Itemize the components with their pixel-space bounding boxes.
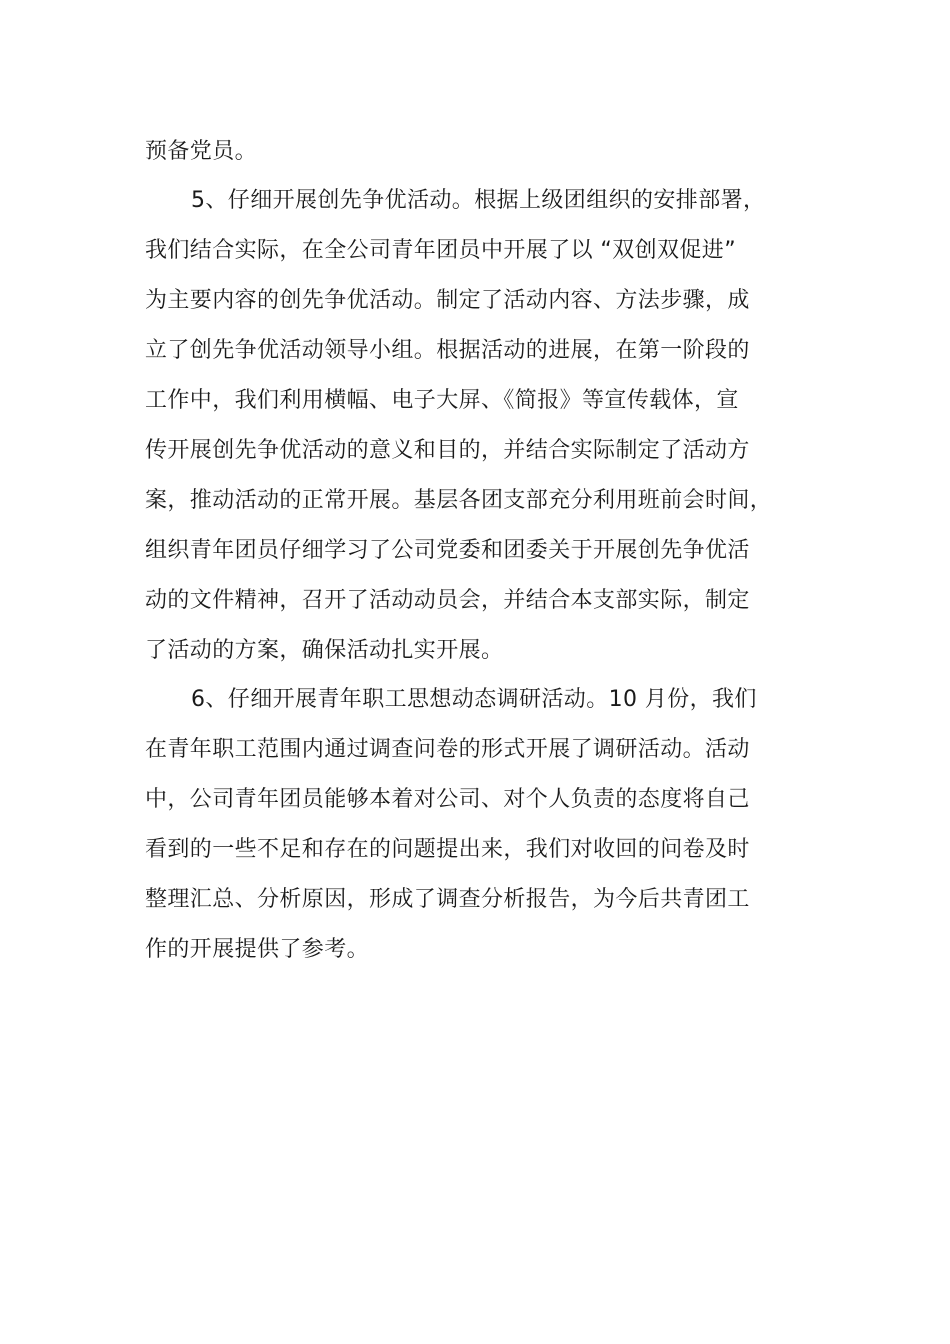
text-line: 看到的一些不足和存在的问题提出来，我们对收回的问卷及时 (145, 837, 750, 862)
text-line: 整理汇总、分析原因，形成了调查分析报告，为今后共青团工 (145, 887, 750, 912)
text-line: 我们结合实际，在全公司青年团员中开展了以 “双创双促进” (145, 238, 736, 263)
paragraph-6-first-line: 6、仔细开展青年职工思想动态调研活动。10 月份，我们 (191, 687, 757, 712)
text-line: 作的开展提供了参考。 (145, 937, 370, 962)
text-line: 中，公司青年团员能够本着对公司、对个人负责的态度将自己 (145, 787, 750, 812)
text-line: 案，推动活动的正常开展。基层各团支部充分利用班前会时间， (145, 488, 773, 513)
text-line: 立了创先争优活动领导小组。根据活动的进展，在第一阶段的 (145, 338, 750, 363)
text-line: 传开展创先争优活动的意义和目的，并结合实际制定了活动方 (145, 438, 750, 463)
text-line: 动的文件精神，召开了活动动员会，并结合本支部实际，制定 (145, 588, 750, 613)
paragraph-5-first-line: 5、仔细开展创先争优活动。根据上级团组织的安排部署， (191, 188, 766, 213)
text-line: 工作中，我们利用横幅、电子大屏、《简报》等宣传载体，宣 (145, 388, 739, 413)
text-line: 为主要内容的创先争优活动。制定了活动内容、方法步骤，成 (145, 288, 750, 313)
text-line: 组织青年团员仔细学习了公司党委和团委关于开展创先争优活 (145, 538, 750, 563)
text-line: 预备党员。 (145, 139, 258, 164)
text-line: 在青年职工范围内通过调查问卷的形式开展了调研活动。活动 (145, 737, 750, 762)
text-line: 了活动的方案，确保活动扎实开展。 (145, 638, 504, 663)
